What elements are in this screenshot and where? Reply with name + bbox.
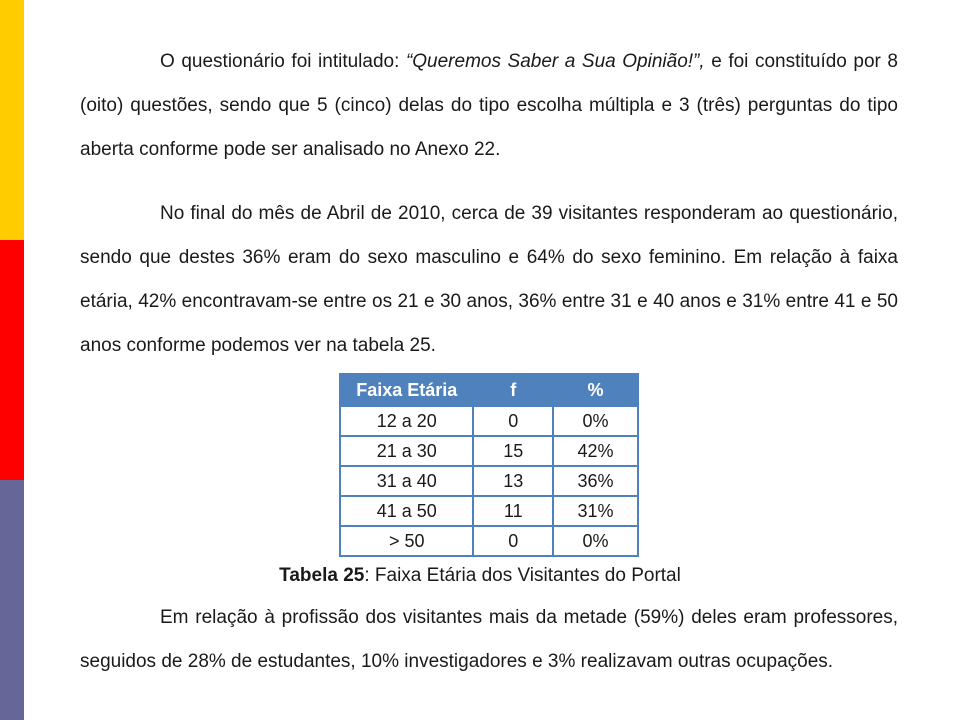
table-row [340, 436, 638, 466]
cell-age-range: 21 a 30 [340, 436, 473, 466]
left-bar-purple [0, 480, 24, 720]
paragraph-visitors [80, 192, 898, 368]
table-row [340, 466, 638, 496]
cell-percent: 42% [553, 436, 638, 466]
cell-age-range: 31 a 40 [340, 466, 473, 496]
cell-age-range: 12 a 20 [340, 406, 473, 436]
table-row [340, 526, 638, 556]
table-caption [0, 565, 960, 587]
paragraph-questionnaire [80, 40, 898, 172]
cell-percent: 36% [553, 466, 638, 496]
table-header-row [340, 374, 638, 406]
cell-percent: 0% [553, 406, 638, 436]
body-text-2 [80, 596, 898, 684]
body-text [80, 40, 898, 368]
cell-frequency: 0 [473, 406, 553, 436]
cell-frequency: 0 [473, 526, 553, 556]
cell-age-range: > 50 [340, 526, 473, 556]
cell-percent: 31% [553, 496, 638, 526]
p3-text: Em relação à profissão dos visitantes mais da metade (59%) deles eram professores, seguidos de 28% de estudantes, 10% investigadores e 3% realizavam outras ocupações. [80, 607, 898, 672]
cell-frequency: 15 [473, 436, 553, 466]
left-bar-red [0, 240, 24, 480]
age-table-wrapper [339, 373, 639, 557]
paragraph-professions [80, 596, 898, 684]
age-table [339, 373, 639, 557]
cell-frequency: 13 [473, 466, 553, 496]
p2-text: No final do mês de Abril de 2010, cerca de 39 visitantes responderam ao questionário, sendo que destes 36% eram do sexo masculino e 64% do sexo feminino. Em relação à faixa etária, 42% encontravam-se entre os 21 e 30 anos, 36% entre 31 e 40 anos e 31% entre 41 e 50 anos conforme podemos ver na tabela 25. [80, 203, 898, 356]
header-frequency: f [473, 374, 553, 406]
header-percent: % [553, 374, 638, 406]
caption-text: : Faixa Etária dos Visitantes do Portal [364, 565, 681, 586]
caption-label: Tabela 25 [279, 565, 365, 586]
table-row [340, 406, 638, 436]
cell-percent: 0% [553, 526, 638, 556]
p1-intro: O questionário foi intitulado: [160, 51, 406, 72]
header-age-range: Faixa Etária [340, 374, 473, 406]
left-bar-yellow [0, 0, 24, 240]
table-row [340, 496, 638, 526]
cell-frequency: 11 [473, 496, 553, 526]
cell-age-range: 41 a 50 [340, 496, 473, 526]
p1-questionnaire-title: “Queremos Saber a Sua Opinião!”, [405, 51, 705, 72]
p1-rest: e foi constituído por 8 (oito) questões, sendo que 5 (cinco) delas do tipo escolha múltipla e 3 (três) perguntas do tipo aberta conforme pode ser analisado no Anexo 22. [80, 51, 899, 160]
